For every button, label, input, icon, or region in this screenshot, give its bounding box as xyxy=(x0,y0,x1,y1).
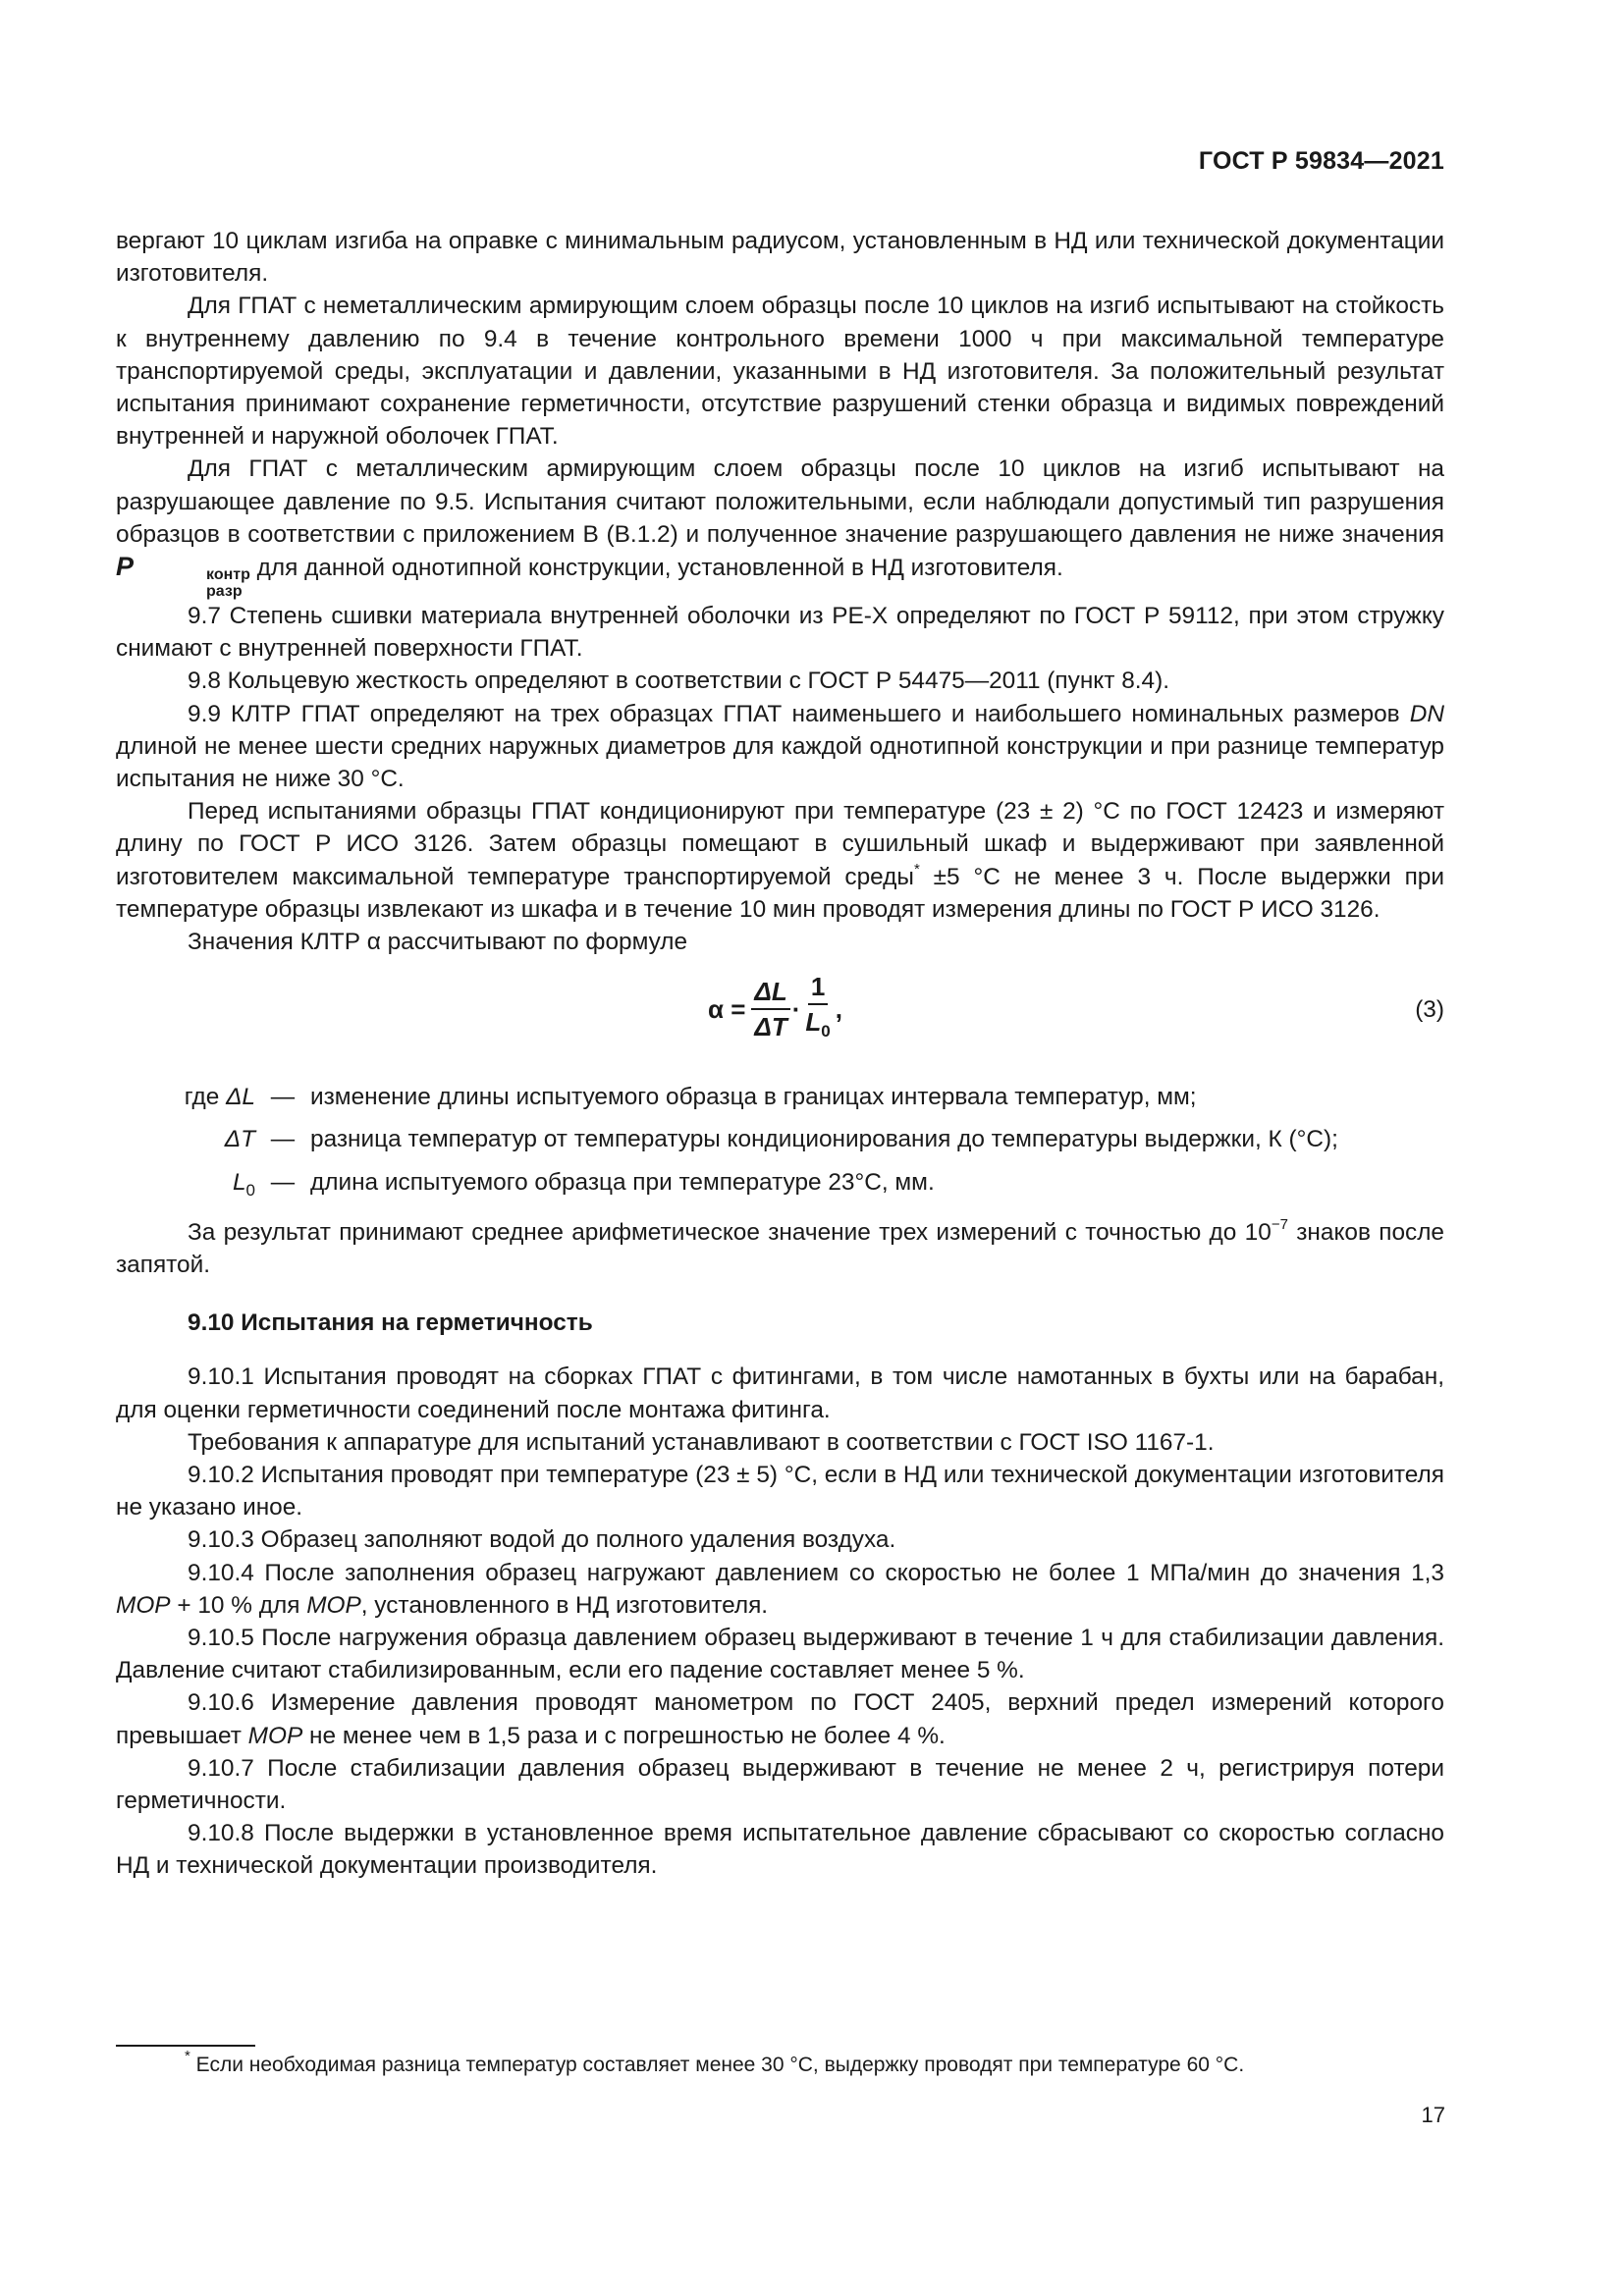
paragraph-conditioning xyxy=(116,795,1444,926)
mop-term: MOP xyxy=(247,1722,303,1749)
paragraph-formula-intro: Значения КЛТР α рассчитывают по формуле xyxy=(188,929,688,956)
definition-delta-t xyxy=(116,1123,1444,1155)
paragraph-9-10-4-text-a: 9.10.4 После заполнения образец нагружают давлением со скоростью не более 1 МПа/мин до значения 1,3 xyxy=(188,1559,1444,1586)
paragraph-9-9-text-a: 9.9 КЛТР ГПАТ определяют на трех образцах ГПАТ наименьшего и наибольшего номинальных размеров xyxy=(188,700,1410,727)
paragraph-conditioning-text-a: Перед испытаниями образцы ГПАТ кондиционируют при температуре (23 ± 2) °С по ГОСТ 12423 и измеряют длину по ГОСТ Р ИСО 3126. Затем образцы помещают в сушильный шкаф и выдерживают при заявленной изготовителем максимальной температуре транспортируемой среды xyxy=(116,798,1444,890)
definition-symbol xyxy=(116,1166,255,1206)
mop-term: MOP xyxy=(306,1591,361,1619)
definition-delta-l xyxy=(116,1081,1444,1113)
document-code-header: ГОСТ Р 59834—2021 xyxy=(1198,147,1444,175)
pressure-symbol-indices xyxy=(135,566,250,600)
definition-text: разница температур от температуры кондиционирования до температуры выдержки, К (°С); xyxy=(310,1126,1338,1153)
formula-l-subscript: 0 xyxy=(821,1022,831,1041)
result-exponent: −7 xyxy=(1271,1215,1288,1233)
formula-dot: · xyxy=(791,993,801,1024)
footnote xyxy=(185,2048,1245,2077)
formula-fraction-2 xyxy=(802,972,833,1046)
footnote-text: Если необходимая разница температур составляет менее 30 °С, выдержку проводят при температуре 60 °С. xyxy=(189,2054,1245,2076)
paragraph-9-10-4-text-b: + 10 % для xyxy=(170,1591,307,1619)
paragraph-9-10-6-text-b: не менее чем в 1,5 раза и с погрешностью не более 4 %. xyxy=(302,1722,946,1749)
formula-denominator-1: ΔT xyxy=(754,1012,787,1042)
paragraph-9-9-text-b: длиной не менее шести средних наружных диаметров для каждой однотипной конструкции и при разнице температур испытания не ниже 30 °С. xyxy=(116,732,1444,793)
paragraph-9-10-4-text-c: , установленного в НД изготовителя. xyxy=(360,1591,769,1619)
page-body xyxy=(116,225,1444,1883)
pressure-superscript: контр xyxy=(206,566,250,584)
formula-number: (3) xyxy=(1415,996,1444,1024)
paragraph-apparatus: Требования к аппаратуре для испытаний устанавливают в соответствии с ГОСТ ISO 1167-1. xyxy=(188,1428,1215,1456)
result-text-a: За результат принимают среднее арифметическое значение трех измерений с точностью до 10 xyxy=(188,1218,1272,1246)
footnote-mark: * xyxy=(185,2048,190,2064)
definition-symbol-text: ΔT xyxy=(224,1126,255,1153)
definition-l0 xyxy=(116,1166,1444,1206)
paragraph-continuation: вергают 10 циклам изгиба на оправке с минимальным радиусом, установленным в НД или технической документации изготовителя. xyxy=(116,228,1444,288)
paragraph-metallic-text-a: Для ГПАТ с металлическим армирующим слоем образцы после 10 циклов на изгиб испытывают на разрушающее давление по 9.5. Испытания считают положительными, если наблюдали допустимый тип разрушения образцов в соответствии с приложением В (В.1.2) и полученное значение разрушающего давления не ниже значения xyxy=(116,455,1444,548)
formula-comma: , xyxy=(835,993,842,1024)
paragraph-metallic-layer xyxy=(116,453,1444,600)
definition-dash: — xyxy=(270,1126,296,1153)
pressure-symbol: P xyxy=(116,552,135,582)
definition-symbol-text: L xyxy=(232,1168,246,1196)
definition-text: длина испытуемого образца при температуре 23°С, мм. xyxy=(310,1168,935,1196)
formula-fraction-1 xyxy=(751,977,789,1041)
paragraph-9-7: 9.7 Степень сшивки материала внутренней оболочки из РЕ-Х определяют по ГОСТ Р 59112, при этом стружку снимают с внутренней поверхности ГПАТ. xyxy=(116,603,1444,663)
paragraph-9-10-6 xyxy=(116,1686,1444,1751)
variable-definitions xyxy=(116,1081,1444,1205)
formula-numerator-1: ΔL xyxy=(751,977,789,1010)
definition-text: изменение длины испытуемого образца в границах интервала температур, мм; xyxy=(310,1084,1197,1111)
dn-symbol: DN xyxy=(1409,700,1444,727)
paragraph-9-10-3: 9.10.3 Образец заполняют водой до полного удаления воздуха. xyxy=(188,1526,896,1554)
mop-term: MOP xyxy=(116,1591,171,1619)
paragraph-9-10-6-text-a: 9.10.6 Измерение давления проводят манометром по ГОСТ 2405, верхний предел измерений которого превышает xyxy=(116,1689,1444,1749)
definition-symbol xyxy=(116,1081,255,1113)
paragraph-metallic-text-b: для данной однотипной конструкции, установленной в НД изготовителя. xyxy=(249,555,1063,582)
formula-denominator-2 xyxy=(802,1005,833,1046)
result-text-b: знаков после запятой. xyxy=(116,1218,1444,1278)
formula-numerator-2: 1 xyxy=(808,972,828,1005)
paragraph-9-10-5: 9.10.5 После нагружения образца давлением образец выдерживают в течение 1 ч для стабилизации давления. Давление считают стабилизированным, если его падение составляет менее 5 %. xyxy=(116,1624,1444,1684)
paragraph-9-10-8: 9.10.8 После выдержки в установленное время испытательное давление сбрасывают со скоростью согласно НД и технической документации производителя. xyxy=(116,1820,1444,1880)
paragraph-9-10-1: 9.10.1 Испытания проводят на сборках ГПАТ с фитингами, в том числе намотанных в бухты или на барабан, для оценки герметичности соединений после монтажа фитинга. xyxy=(116,1363,1444,1423)
paragraph-result-accuracy xyxy=(116,1216,1444,1281)
formula-alpha xyxy=(708,972,842,1046)
paragraph-nonmetallic-layer: Для ГПАТ с неметаллическим армирующим слоем образцы после 10 циклов на изгиб испытывают на стойкость к внутреннему давлению по 9.4 в течение контрольного времени 1000 ч при максимальной температуре транспортируемой среды, эксплуатации и давлении, указанными в НД изготовителя. За положительный результат испытания принимают сохранение герметичности, отсутствие разрушений стенки образца и видимых повреждений внутренней и наружной оболочек ГПАТ. xyxy=(116,293,1444,451)
definition-prefix: где xyxy=(184,1084,227,1111)
formula-block xyxy=(116,964,1444,1067)
definition-symbol xyxy=(116,1123,255,1155)
paragraph-9-8: 9.8 Кольцевую жесткость определяют в соответствии с ГОСТ Р 54475—2011 (пункт 8.4). xyxy=(188,667,1170,695)
formula-lhs: α = xyxy=(708,993,746,1024)
pressure-subscript: разр xyxy=(206,583,243,601)
paragraph-conditioning-text-b: ±5 °С не менее 3 ч. После выдержки при температуре образцы извлекают из шкафа и в течение 10 мин проводят измерения длины по ГОСТ Р ИСО 3126. xyxy=(116,863,1444,923)
definition-subscript: 0 xyxy=(245,1180,255,1200)
footnote-divider xyxy=(116,2045,255,2047)
paragraph-9-10-7: 9.10.7 После стабилизации давления образец выдерживают в течение не менее 2 ч, регистрируя потери герметичности. xyxy=(116,1754,1444,1814)
paragraph-9-10-4 xyxy=(116,1557,1444,1622)
page-number: 17 xyxy=(1421,2103,1445,2127)
definition-symbol-text: ΔL xyxy=(226,1084,255,1111)
paragraph-9-10-2: 9.10.2 Испытания проводят при температуре (23 ± 5) °С, если в НД или технической документации изготовителя не указано иное. xyxy=(116,1461,1444,1522)
paragraph-9-9 xyxy=(116,698,1444,796)
definition-dash: — xyxy=(270,1168,296,1196)
definition-dash: — xyxy=(270,1084,296,1111)
formula-l-base: L xyxy=(805,1007,822,1038)
section-heading-9-10: 9.10 Испытания на герметичность xyxy=(188,1309,593,1337)
footnote-reference: * xyxy=(913,860,920,878)
